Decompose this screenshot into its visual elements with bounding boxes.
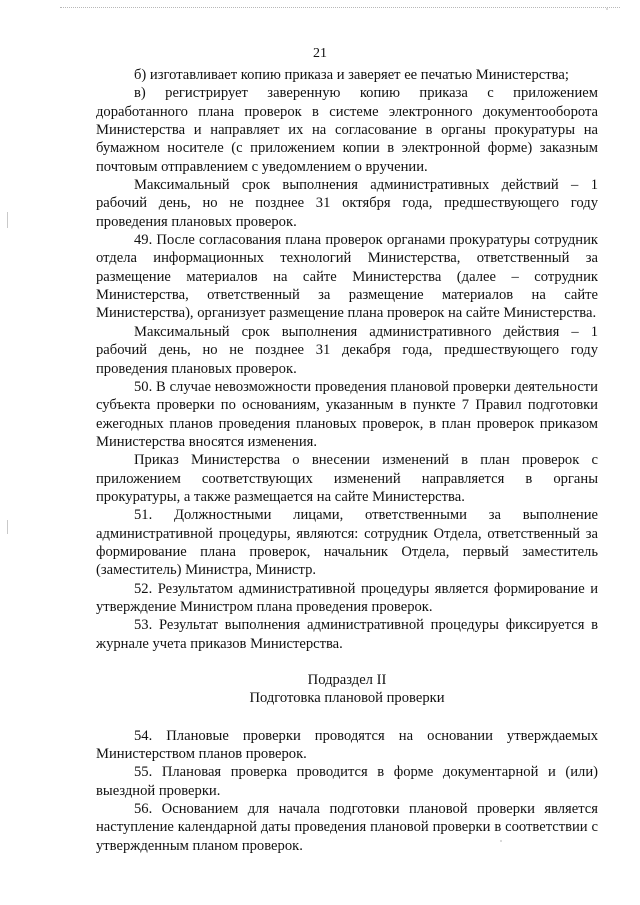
paragraph-deadline-1: Максимальный срок выполнения административных действий – 1 рабочий день, но не позднее 31 октября года, предшествующего году проведения плановых проверок. xyxy=(96,177,598,230)
page-number: 21 xyxy=(313,46,327,61)
document-body xyxy=(96,66,598,855)
scan-margin-mark xyxy=(7,212,8,228)
paragraph-item-b: б) изготавливает копию приказа и заверяет ее печатью Министерства; xyxy=(134,67,569,83)
subsection-title: Подготовка плановой проверки xyxy=(249,690,445,707)
subsection-label: Подраздел II xyxy=(307,672,387,688)
paragraph-54: 54. Плановые проверки проводятся на основании утверждаемых Министерством планов проверок. xyxy=(96,727,598,763)
paragraph-50: 50. В случае невозможности проведения плановой проверки деятельности субъекта проверки по основаниям, указанным в пункте 7 Правил подготовки ежегодных планов проведения плановых проверок, в план проверок приказом Министерства вносятся изменения. xyxy=(96,378,598,450)
scan-margin-mark xyxy=(7,520,8,534)
paragraph-51: 51. Должностными лицами, ответственными за выполнение административной процедуры, являются: сотрудник Отдела, ответственный за формирование плана проверок, начальник Отдела, первый заместитель (заместитель) Министра, Министр. xyxy=(96,507,598,579)
paragraph-52: 52. Результатом административной процедуры является формирование и утверждение Министром плана проведения проверок. xyxy=(96,580,598,615)
paragraph-order-changes: Приказ Министерства о внесении изменений в план проверок с приложением соответствующих изменений направляется в органы прокуратуры, а также размещается на сайте Министерства. xyxy=(96,452,598,505)
paragraph-56: 56. Основанием для начала подготовки плановой проверки является наступление календарной даты проведения плановой проверки в соответствии с утвержденным планом проверок. xyxy=(96,801,598,854)
scan-speck xyxy=(606,8,608,10)
scan-artifact-line xyxy=(60,7,620,8)
paragraph-deadline-2: Максимальный срок выполнения административного действия – 1 рабочий день, но не позднее 31 декабря года, предшествующего году проведения плановых проверок. xyxy=(96,323,598,377)
paragraph-49: 49. После согласования плана проверок органами прокуратуры сотрудник отдела информационных технологий Министерства, ответственный за размещение материалов на сайте Министерства (далее – сотрудник Министерства, ответственный за размещение материалов на сайте Министерства), организует размещение плана проверок на сайте Министерства. xyxy=(96,232,598,322)
paragraph-55: 55. Плановая проверка проводится в форме документарной и (или) выездной проверки. xyxy=(96,764,598,799)
paragraph-item-v: в) регистрирует заверенную копию приказа с приложением доработанного плана проверок в системе электронного документооборота Министерства и направляет их на согласование в органы прокуратуры на бумажном носителе (с приложением копии в электронной форме) заказным почтовым отправлением с уведомлением о вручении. xyxy=(96,85,598,175)
subsection-heading xyxy=(96,671,598,708)
paragraph-53: 53. Результат выполнения административной процедуры фиксируется в журнале учета приказов Министерства. xyxy=(96,617,598,652)
